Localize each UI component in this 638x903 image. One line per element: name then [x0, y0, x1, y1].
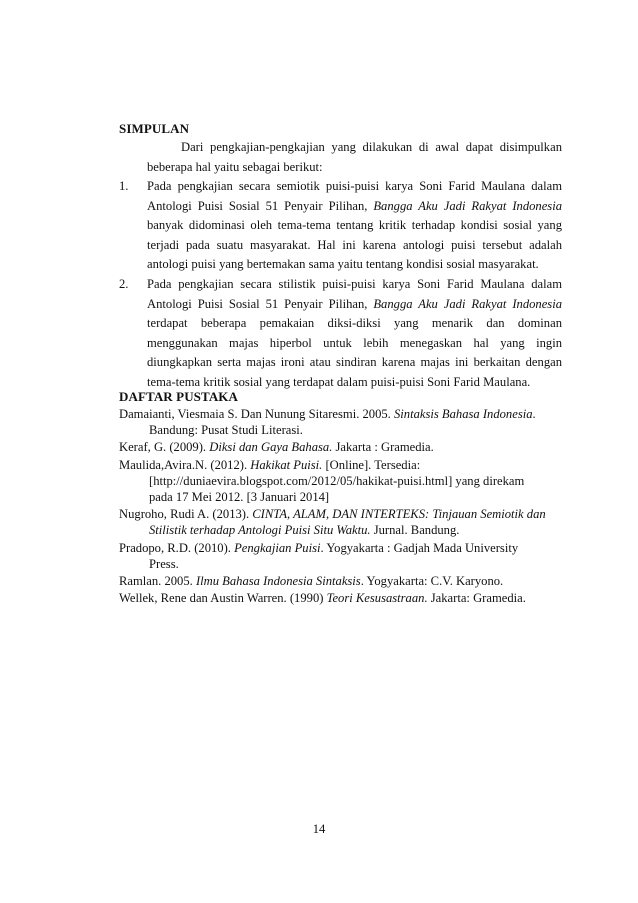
- reference-entry: Damaianti, Viesmaia S. Dan Nunung Sitaresmi. 2005. Sintaksis Bahasa Indonesia. Bandung: Pusat Studi Literasi.: [119, 407, 536, 438]
- simpulan-item-2: [119, 275, 562, 393]
- reference-entry: Keraf, G. (2009). Diksi dan Gaya Bahasa. Jakarta : Gramedia.: [119, 440, 434, 455]
- daftar-pustaka-heading: DAFTAR PUSTAKA: [119, 389, 239, 404]
- reference-entry: Wellek, Rene dan Austin Warren. (1990) Teori Kesusastraan. Jakarta: Gramedia.: [119, 591, 526, 606]
- simpulan-heading: SIMPULAN: [119, 121, 190, 136]
- page-number: 14: [312, 822, 326, 836]
- item-number: 2.: [119, 277, 129, 291]
- item-number: 1.: [119, 179, 129, 193]
- reference-entry: Pradopo, R.D. (2010). Pengkajian Puisi. Yogyakarta : Gadjah Mada University Press.: [119, 540, 519, 571]
- reference-entry: Ramlan. 2005. Ilmu Bahasa Indonesia Sintaksis. Yogyakarta: C.V. Karyono.: [119, 574, 504, 589]
- reference-list: [119, 406, 549, 607]
- reference-entry: Nugroho, Rudi A. (2013). CINTA, ALAM, DAN INTERTEKS: Tinjauan Semiotik dan Stilistik terhadap Antologi Puisi Situ Waktu. Jurnal. Bandung.: [119, 507, 546, 538]
- simpulan-intro: Dari pengkajian-pengkajian yang dilakukan di awal dapat disimpulkan beberapa hal yaitu sebagai berikut:: [147, 140, 562, 174]
- reference-entry: Maulida,Avira.N. (2012). Hakikat Puisi. [Online]. Tersedia: [http://duniaevira.blogspot.com/2012/05/hakikat-puisi.html] yang direkam pada 17 Mei 2012. [3 Januari 2014]: [119, 457, 525, 505]
- simpulan-item-1: [119, 177, 562, 275]
- item-text: Pada pengkajian secara semiotik puisi-puisi karya Soni Farid Maulana dalam Antologi Puisi Sosial 51 Penyair Pilihan, Bangga Aku Jadi Rakyat Indonesia banyak didominasi oleh tema-tema tentang kritik terhadap kondisi sosial yang terjadi pada suatu masyarakat. Hal ini karena antologi puisi tersebut adalah antologi puisi yang bertemakan sama yaitu tentang kondisi sosial masyarakat.: [147, 179, 562, 272]
- item-text: Pada pengkajian secara stilistik puisi-puisi karya Soni Farid Maulana dalam Antologi Puisi Sosial 51 Penyair Pilihan, Bangga Aku Jadi Rakyat Indonesia terdapat beberapa pemakaian diksi-diksi yang menarik dan dominan menggunakan majas hiperbol untuk lebih menegaskan hal yang ingin diungkapkan serta majas ironi atau sindiran karena majas ini berkaitan dengan tema-tema kritik sosial yang terdapat dalam puisi-puisi Soni Farid Maulana.: [147, 277, 562, 389]
